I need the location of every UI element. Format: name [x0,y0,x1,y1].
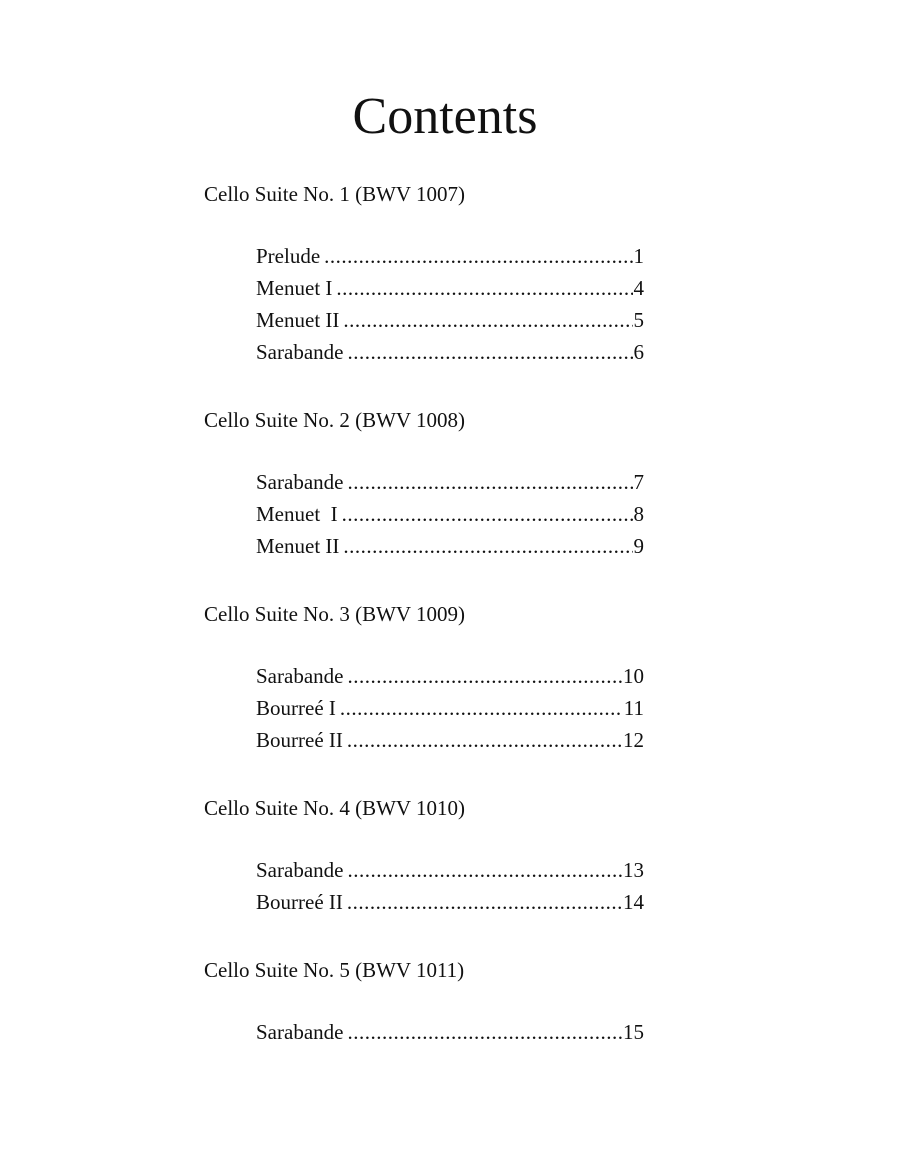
entry-page-number: 15 [623,1020,644,1044]
entry-page-number: 1 [633,244,644,268]
entry-title: Menuet I [256,502,338,526]
entry-title: Prelude [256,244,321,268]
dot-leader [347,854,622,886]
suite-section [204,790,664,918]
entry-title: Menuet II [256,534,340,558]
toc-entry[interactable] [256,336,644,368]
entry-title: Sarabande [256,858,344,882]
dot-leader [342,498,633,530]
suite-section [204,176,664,368]
entry-list [256,854,644,918]
dot-leader [343,530,632,562]
suite-heading: Cello Suite No. 4 (BWV 1010) [204,796,465,820]
toc-entry[interactable] [256,304,644,336]
entry-page-number: 5 [633,308,644,332]
toc-entry[interactable] [256,240,644,272]
entry-title: Bourreé II [256,890,343,914]
toc-entry[interactable] [256,498,644,530]
entry-list [256,1016,644,1048]
dot-leader [340,692,623,724]
dot-leader [347,660,622,692]
dot-leader [336,272,632,304]
dot-leader [343,304,632,336]
entry-page-number: 6 [633,340,644,364]
dot-leader [347,466,632,498]
entry-page-number: 13 [623,858,644,882]
entry-page-number: 14 [623,890,644,914]
dot-leader [347,724,622,756]
toc-entry[interactable] [256,854,644,886]
suite-heading: Cello Suite No. 2 (BWV 1008) [204,408,465,432]
table-of-contents [204,176,664,1082]
entry-page-number: 12 [623,728,644,752]
entry-title: Menuet I [256,276,333,300]
toc-entry[interactable] [256,272,644,304]
dot-leader [324,240,632,272]
entry-title: Bourreé I [256,696,336,720]
suite-heading: Cello Suite No. 5 (BWV 1011) [204,958,465,982]
dot-leader [347,886,622,918]
entry-list [256,466,644,562]
toc-entry[interactable] [256,530,644,562]
entry-list [256,660,644,756]
suite-heading: Cello Suite No. 3 (BWV 1009) [204,602,465,626]
entry-title: Sarabande [256,470,344,494]
entry-page-number: 10 [623,664,644,688]
toc-entry[interactable] [256,886,644,918]
entry-page-number: 11 [623,696,644,720]
toc-entry[interactable] [256,1016,644,1048]
dot-leader [347,336,632,368]
entry-title: Menuet II [256,308,340,332]
entry-title: Sarabande [256,340,344,364]
entry-list [256,240,644,368]
toc-entry[interactable] [256,692,644,724]
entry-title: Bourreé II [256,728,343,752]
suite-section [204,596,664,756]
page-title: Contents [352,88,538,145]
toc-entry[interactable] [256,466,644,498]
entry-page-number: 9 [633,534,644,558]
entry-page-number: 4 [633,276,644,300]
toc-entry[interactable] [256,660,644,692]
suite-section [204,402,664,562]
suite-heading: Cello Suite No. 1 (BWV 1007) [204,182,465,206]
entry-page-number: 8 [633,502,644,526]
entry-title: Sarabande [256,664,344,688]
dot-leader [347,1016,622,1048]
toc-entry[interactable] [256,724,644,756]
entry-title: Sarabande [256,1020,344,1044]
suite-section [204,952,664,1048]
entry-page-number: 7 [633,470,644,494]
